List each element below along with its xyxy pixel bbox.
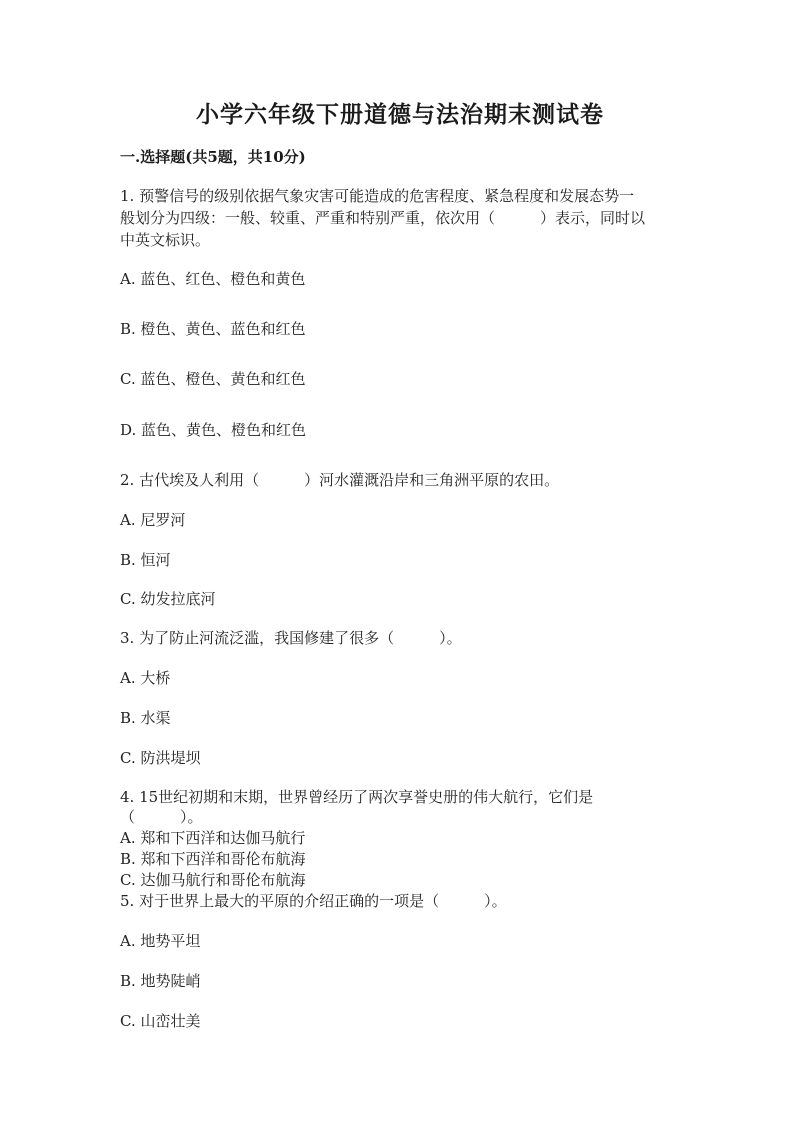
question-5-option-b: B. 地势陡峭 <box>120 972 201 990</box>
question-1-option-c: C. 蓝色、橙色、黄色和红色 <box>120 370 306 388</box>
question-4-option-b: B. 郑和下西洋和哥伦布航海 <box>120 850 306 868</box>
question-3-option-a: A. 大桥 <box>120 669 171 687</box>
question-3-option-c: C. 防洪堤坝 <box>120 749 201 767</box>
question-2-option-a: A. 尼罗河 <box>120 511 186 529</box>
section-heading: 一.选择题(共5题，共10分) <box>120 148 306 166</box>
exam-title: 小学六年级下册道德与法治期末测试卷 <box>196 101 604 128</box>
question-1-line-2: 般划分为四级：一般、较重、严重和特别严重，依次用（ ）表示，同时以 <box>120 209 646 227</box>
question-4-line-2: （ ）。 <box>120 808 203 826</box>
question-2-text: 2. 古代埃及人利用（ ）河水灌溉沿岸和三角洲平原的农田。 <box>120 471 560 489</box>
question-5-text: 5. 对于世界上最大的平原的介绍正确的一项是（ ）。 <box>120 892 507 910</box>
question-1-option-d: D. 蓝色、黄色、橙色和红色 <box>120 421 307 439</box>
question-1-line-1: 1. 预警信号的级别依据气象灾害可能造成的危害程度、紧急程度和发展态势一 <box>120 187 635 205</box>
question-2-option-b: B. 恒河 <box>120 551 171 569</box>
question-3-option-b: B. 水渠 <box>120 709 171 727</box>
question-4-line-1: 4. 15世纪初期和末期，世界曾经历了两次享誉史册的伟大航行，它们是 <box>120 788 594 806</box>
question-2-option-c: C. 幼发拉底河 <box>120 590 216 608</box>
question-1-line-3: 中英文标识。 <box>120 231 211 249</box>
question-1-option-b: B. 橙色、黄色、蓝色和红色 <box>120 320 306 338</box>
question-5-option-a: A. 地势平坦 <box>120 932 201 950</box>
question-5-option-c: C. 山峦壮美 <box>120 1012 201 1030</box>
question-4-option-c: C. 达伽马航行和哥伦布航海 <box>120 871 306 889</box>
question-4-option-a: A. 郑和下西洋和达伽马航行 <box>120 829 306 847</box>
question-1-option-a: A. 蓝色、红色、橙色和黄色 <box>120 270 306 288</box>
question-3-text: 3. 为了防止河流泛滥，我国修建了很多（ ）。 <box>120 629 462 647</box>
